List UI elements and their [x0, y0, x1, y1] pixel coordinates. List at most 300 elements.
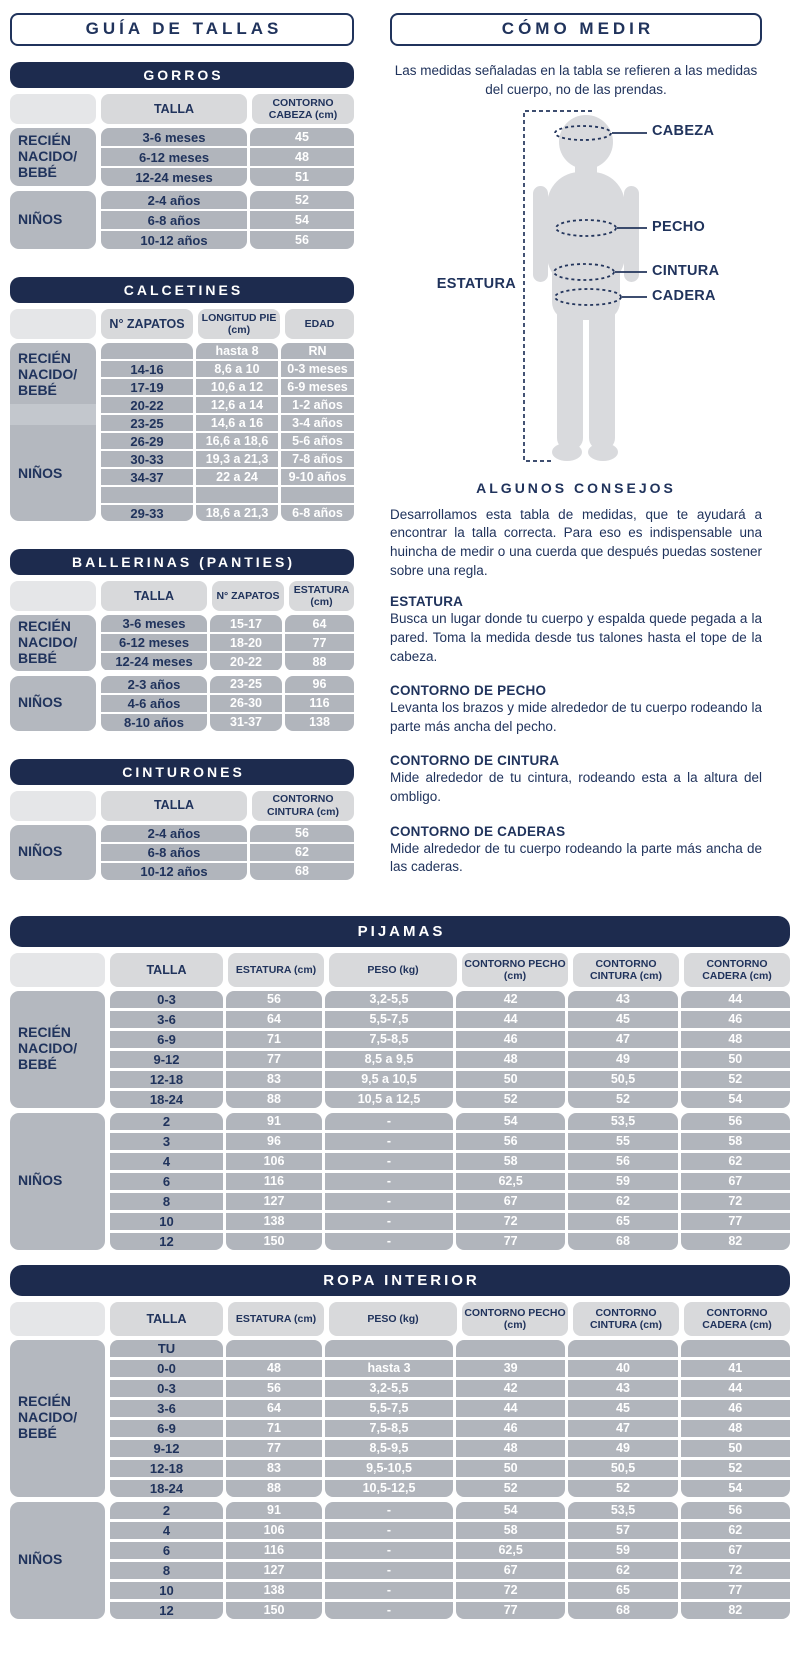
table-cell: 56: [681, 1113, 790, 1130]
table-cell: 72: [456, 1213, 565, 1230]
table-cell: 59: [568, 1173, 677, 1190]
table-cell: 59: [568, 1542, 677, 1559]
table-column: [226, 991, 322, 1108]
table-cell: 6: [110, 1173, 223, 1190]
table-cell: 77: [681, 1582, 790, 1599]
table-cell: 9,5-10,5: [325, 1460, 453, 1477]
table-header-row: [10, 1302, 790, 1336]
table-cell: 72: [681, 1193, 790, 1210]
tip-text: Levanta los brazos y mide alrededor de tu cuerpo rodeando la parte más ancha del pecho.: [390, 700, 762, 734]
column-header: PESO (kg): [329, 953, 457, 987]
table-cell: 12-18: [110, 1071, 223, 1088]
tip-text: Busca un lugar donde tu cuerpo y espalda quede pegada a la pared. Toma la medida desde tus talones hasta el tope de la cabeza.: [390, 611, 762, 664]
table-cell: 57: [568, 1522, 677, 1539]
cinturones-section: [10, 759, 354, 880]
table-cell: 54: [456, 1502, 565, 1519]
table-cell: -: [325, 1113, 453, 1130]
measure-intro-text: Las medidas señaladas en la tabla se refieren a las medidas del cuerpo, no de las prendas.: [394, 63, 758, 97]
table-cell: 56: [456, 1133, 565, 1150]
table-cell: 3: [110, 1133, 223, 1150]
table-cell: 52: [681, 1071, 790, 1088]
top-section: [10, 13, 790, 894]
table-cell: 6-8 años: [101, 211, 247, 229]
left-column: [10, 13, 354, 894]
table-column: [456, 1340, 565, 1497]
table-cell: 48: [456, 1051, 565, 1068]
table-cell: 12,6 a 14: [196, 397, 278, 413]
row-group-label: [10, 615, 96, 671]
table-cell: 58: [456, 1153, 565, 1170]
table-cell: 71: [226, 1031, 322, 1048]
table-cell: 0-0: [110, 1360, 223, 1377]
table-column: [281, 343, 354, 521]
table-cell: 56: [226, 991, 322, 1008]
table-cell: 7,5-8,5: [325, 1420, 453, 1437]
column-header: LONGITUD PIE (cm): [198, 309, 280, 339]
table-cell: 45: [568, 1011, 677, 1028]
table-cell: 62: [568, 1193, 677, 1210]
table-cell: 77: [226, 1051, 322, 1068]
table-column: [101, 128, 247, 186]
table-cell: 82: [681, 1233, 790, 1250]
table-cell: 65: [568, 1213, 677, 1230]
table-cell: 68: [568, 1233, 677, 1250]
row-group-label-text: RECIÉN NACIDO/ BEBÉ: [18, 350, 78, 398]
table-cell: 23-25: [101, 415, 193, 431]
table-cell: 42: [456, 991, 565, 1008]
table-cell: 44: [456, 1011, 565, 1028]
table-cell: 14-16: [101, 361, 193, 377]
table-cell: 77: [681, 1213, 790, 1230]
table-column: [101, 191, 247, 249]
cabeza-label: CABEZA: [652, 122, 715, 139]
corner-cell: [10, 953, 105, 987]
table-cell: 77: [456, 1602, 565, 1619]
table-group: [10, 191, 354, 249]
table-cell: 2-4 años: [101, 191, 247, 209]
table-cell: 56: [681, 1502, 790, 1519]
table-cell: 12-24 meses: [101, 168, 247, 186]
column-header: CONTORNO PECHO (cm): [462, 953, 568, 987]
column-header: TALLA: [101, 94, 247, 124]
table-cell: 65: [568, 1582, 677, 1599]
table-column: [681, 1113, 790, 1250]
table-columns: [110, 991, 790, 1108]
column-header: CONTORNO CINTURA (cm): [573, 1302, 679, 1336]
table-cell: 6-9: [110, 1420, 223, 1437]
table-cell: 14,6 a 16: [196, 415, 278, 431]
table-column: [226, 1113, 322, 1250]
table-cell: 23-25: [210, 676, 282, 693]
table-cell: 62: [681, 1522, 790, 1539]
table-cell: 62: [568, 1562, 677, 1579]
row-group-label-text: RECIÉN NACIDO/ BEBÉ: [18, 1024, 78, 1073]
table-cell: 47: [568, 1420, 677, 1437]
table-column: [456, 1502, 565, 1619]
table-cell: 29-33: [101, 505, 193, 521]
table-cell: 138: [226, 1213, 322, 1230]
table-column: [681, 991, 790, 1108]
table-column: [568, 991, 677, 1108]
table-group: [10, 343, 354, 521]
page-title: GUÍA DE TALLAS: [10, 13, 354, 46]
table-cell: 56: [568, 1153, 677, 1170]
table-cell: 10-12 años: [101, 863, 247, 880]
table-cell: 52: [568, 1480, 677, 1497]
row-group-label: [10, 1502, 105, 1619]
table-cell: 54: [456, 1113, 565, 1130]
table-cell: 6-12 meses: [101, 148, 247, 166]
ropa-interior-title-bar: ROPA INTERIOR: [10, 1265, 790, 1296]
table-cell: 20-22: [210, 653, 282, 670]
table-column: [110, 1340, 223, 1497]
table-cell: 44: [681, 1380, 790, 1397]
pijamas-section: [10, 916, 790, 1250]
table-cell: 18-24: [110, 1091, 223, 1108]
table-cell: 8: [110, 1562, 223, 1579]
table-cell: 48: [226, 1360, 322, 1377]
table-column: [325, 991, 453, 1108]
table-cell: 96: [226, 1133, 322, 1150]
column-header: CONTORNO CINTURA (cm): [252, 791, 354, 821]
table-cell: 9-12: [110, 1051, 223, 1068]
table-column: [210, 615, 282, 671]
row-group-label: [10, 191, 96, 249]
table-cell: 106: [226, 1153, 322, 1170]
table-cell: 48: [681, 1031, 790, 1048]
table-column: [101, 615, 207, 671]
ropa-interior-section: [10, 1265, 790, 1619]
table-cell: 71: [226, 1420, 322, 1437]
table-cell: 3-6: [110, 1011, 223, 1028]
table-cell: 26-30: [210, 695, 282, 712]
table-cell: 138: [226, 1582, 322, 1599]
ballerinas-table: [10, 581, 354, 731]
table-header-row: [10, 791, 354, 821]
table-column: [110, 991, 223, 1108]
table-cell: 46: [681, 1400, 790, 1417]
table-column: [456, 991, 565, 1108]
table-cell: 47: [568, 1031, 677, 1048]
table-cell: 46: [681, 1011, 790, 1028]
table-cell: 8,6 a 10: [196, 361, 278, 377]
table-cell: 52: [250, 191, 354, 209]
row-group-label: [10, 825, 96, 880]
table-cell: 88: [226, 1091, 322, 1108]
table-cell: 52: [456, 1480, 565, 1497]
column-header: TALLA: [110, 1302, 223, 1336]
estatura-label: ESTATURA: [436, 275, 516, 292]
table-columns: [110, 1340, 790, 1497]
table-cell: 16,6 a 18,6: [196, 433, 278, 449]
table-column: [681, 1502, 790, 1619]
table-columns: [101, 615, 354, 671]
table-cell: 77: [226, 1440, 322, 1457]
table-cell: [568, 1340, 677, 1357]
table-column: [568, 1502, 677, 1619]
table-cell: 83: [226, 1071, 322, 1088]
table-column: [456, 1113, 565, 1250]
gorros-section: [10, 62, 354, 249]
table-cell: -: [325, 1133, 453, 1150]
row-group-label-text: RECIÉN NACIDO/ BEBÉ: [18, 618, 78, 666]
table-cell: [101, 487, 193, 503]
table-cell: 51: [250, 168, 354, 186]
table-cell: 58: [456, 1522, 565, 1539]
table-cell: 0-3 meses: [281, 361, 354, 377]
table-column: [325, 1502, 453, 1619]
column-header: TALLA: [101, 791, 247, 821]
table-cell: 15-17: [210, 615, 282, 632]
table-group: [10, 1340, 790, 1497]
table-cell: 56: [250, 825, 354, 842]
tip-title: CONTORNO DE PECHO: [390, 683, 547, 699]
cintura-label: CINTURA: [652, 262, 720, 279]
table-cell: TU: [110, 1340, 223, 1357]
tip-title: CONTORNO DE CINTURA: [390, 753, 560, 769]
table-cell: -: [325, 1502, 453, 1519]
table-columns: [101, 191, 354, 249]
table-cell: 8,5-9,5: [325, 1440, 453, 1457]
table-cell: 44: [456, 1400, 565, 1417]
table-cell: 46: [456, 1420, 565, 1437]
table-cell: -: [325, 1153, 453, 1170]
table-cell: -: [325, 1602, 453, 1619]
corner-cell: [10, 581, 96, 611]
table-columns: [101, 676, 354, 731]
table-group: [10, 825, 354, 880]
table-cell: 12: [110, 1602, 223, 1619]
pecho-label: PECHO: [652, 218, 706, 235]
table-cell: 6-9 meses: [281, 379, 354, 395]
table-cell: 3-6 meses: [101, 615, 207, 632]
table-columns: [110, 1502, 790, 1619]
table-cell: 116: [226, 1542, 322, 1559]
table-column: [110, 1502, 223, 1619]
table-column: [250, 128, 354, 186]
table-cell: 9,5 a 10,5: [325, 1071, 453, 1088]
row-group-label-text: NIÑOS: [18, 694, 63, 711]
table-cell: 64: [226, 1011, 322, 1028]
table-cell: 50: [456, 1071, 565, 1088]
table-cell: 127: [226, 1193, 322, 1210]
calcetines-title-bar: CALCETINES: [10, 277, 354, 303]
table-column: [101, 825, 247, 880]
table-cell: 8,5 a 9,5: [325, 1051, 453, 1068]
table-cell: 52: [681, 1460, 790, 1477]
table-cell: 88: [285, 653, 354, 670]
row-group-label: [10, 1113, 105, 1250]
table-cell: 31-37: [210, 714, 282, 731]
table-cell: 64: [285, 615, 354, 632]
table-cell: 3-4 años: [281, 415, 354, 431]
table-cell: 8: [110, 1193, 223, 1210]
table-cell: 62,5: [456, 1173, 565, 1190]
table-cell: 30-33: [101, 451, 193, 467]
table-cell: -: [325, 1213, 453, 1230]
table-cell: 56: [226, 1380, 322, 1397]
table-cell: 48: [250, 148, 354, 166]
tip-estatura: [390, 594, 762, 666]
gorros-title-bar: GORROS: [10, 62, 354, 88]
table-cell: 62: [250, 844, 354, 861]
tip-text: Mide alrededor de tu cuerpo rodeando la parte más ancha de las caderas.: [390, 840, 762, 875]
table-cell: RN: [281, 343, 354, 359]
table-cell: 48: [681, 1420, 790, 1437]
table-cell: hasta 8: [196, 343, 278, 359]
cinturones-title-bar: CINTURONES: [10, 759, 354, 785]
table-cell: 54: [681, 1091, 790, 1108]
table-cell: 50: [456, 1460, 565, 1477]
table-cell: 52: [456, 1091, 565, 1108]
table-cell: 2-4 años: [101, 825, 247, 842]
table-cell: 150: [226, 1233, 322, 1250]
table-cell: 53,5: [568, 1502, 677, 1519]
cadera-label: CADERA: [652, 287, 716, 304]
table-columns: [110, 1113, 790, 1250]
row-group-label: [10, 991, 105, 1108]
table-cell: 0-3: [110, 991, 223, 1008]
column-header: TALLA: [101, 581, 207, 611]
table-cell: 41: [681, 1360, 790, 1377]
table-cell: 44: [681, 991, 790, 1008]
table-group: [10, 1502, 790, 1619]
row-group-label: [10, 128, 96, 186]
table-cell: 67: [456, 1193, 565, 1210]
table-cell: 3,2-5,5: [325, 991, 453, 1008]
table-cell: 10-12 años: [101, 231, 247, 249]
table-cell: -: [325, 1582, 453, 1599]
table-cell: 67: [681, 1173, 790, 1190]
ballerinas-title-bar: BALLERINAS (PANTIES): [10, 549, 354, 575]
table-cell: 82: [681, 1602, 790, 1619]
table-cell: 7,5-8,5: [325, 1031, 453, 1048]
table-column: [285, 615, 354, 671]
table-cell: 127: [226, 1562, 322, 1579]
table-cell: 83: [226, 1460, 322, 1477]
table-cell: 52: [568, 1091, 677, 1108]
table-cell: 6-8 años: [101, 844, 247, 861]
table-cell: 106: [226, 1522, 322, 1539]
table-cell: 150: [226, 1602, 322, 1619]
table-cell: 2: [110, 1113, 223, 1130]
table-cell: 91: [226, 1502, 322, 1519]
pijamas-title-bar: PIJAMAS: [10, 916, 790, 947]
table-cell: 9-10 años: [281, 469, 354, 485]
table-group: [10, 1113, 790, 1250]
table-cell: 18-24: [110, 1480, 223, 1497]
row-group-label: [10, 1340, 105, 1497]
table-columns: [101, 825, 354, 880]
table-cell: 62: [681, 1153, 790, 1170]
table-cell: 5,5-7,5: [325, 1011, 453, 1028]
right-column: [390, 13, 762, 894]
column-header: ESTATURA (cm): [228, 953, 324, 987]
table-cell: 56: [250, 231, 354, 249]
cinturones-table: [10, 791, 354, 880]
table-columns: [101, 343, 354, 521]
table-cell: [101, 343, 193, 359]
tip-title: ESTATURA: [390, 594, 464, 610]
row-group-label-text: NIÑOS: [18, 843, 63, 860]
table-cell: 50: [681, 1440, 790, 1457]
table-cell: 4: [110, 1522, 223, 1539]
table-cell: -: [325, 1233, 453, 1250]
tip-contorno-caderas: [390, 824, 762, 877]
table-cell: 68: [568, 1602, 677, 1619]
table-cell: 18-20: [210, 634, 282, 651]
table-cell: 39: [456, 1360, 565, 1377]
table-column: [325, 1340, 453, 1497]
table-column: [210, 676, 282, 731]
table-cell: 10: [110, 1213, 223, 1230]
tip-contorno-cintura: [390, 753, 762, 806]
row-group-label-text: RECIÉN NACIDO/ BEBÉ: [18, 132, 78, 180]
table-cell: 116: [285, 695, 354, 712]
column-header: CONTORNO CADERA (cm): [684, 953, 790, 987]
table-cell: 2-3 años: [101, 676, 207, 693]
table-cell: 2: [110, 1502, 223, 1519]
column-header: CONTORNO CINTURA (cm): [573, 953, 679, 987]
table-cell: 5-6 años: [281, 433, 354, 449]
ballerinas-section: [10, 549, 354, 731]
table-cell: -: [325, 1173, 453, 1190]
table-cell: -: [325, 1542, 453, 1559]
column-header: ESTATURA (cm): [228, 1302, 324, 1336]
column-header: EDAD: [285, 309, 354, 339]
table-cell: [456, 1340, 565, 1357]
tip-title: CONTORNO DE CADERAS: [390, 823, 566, 839]
table-cell: 48: [456, 1440, 565, 1457]
row-group-label-text: RECIÉN NACIDO/ BEBÉ: [18, 1393, 78, 1442]
table-cell: [226, 1340, 322, 1357]
column-header: N° ZAPATOS: [212, 581, 284, 611]
row-group-label-text: NIÑOS: [18, 1172, 63, 1189]
table-column: [568, 1340, 677, 1497]
table-cell: 8-10 años: [101, 714, 207, 731]
label-stripe: [10, 404, 96, 425]
table-cell: 18,6 a 21,3: [196, 505, 278, 521]
table-column: [250, 191, 354, 249]
table-header-row: [10, 953, 790, 987]
table-column: [250, 825, 354, 880]
pijamas-table: [10, 953, 790, 1250]
table-cell: 10,6 a 12: [196, 379, 278, 395]
table-cell: 96: [285, 676, 354, 693]
gorros-table: [10, 94, 354, 249]
consejos-intro: Desarrollamos esta tabla de medidas, que te ayudará a encontrar la talla correcta. Para eso es indispensable una huincha de medir o una cuerda que después puedas sostener sobre una regla.: [390, 506, 762, 578]
table-cell: 45: [568, 1400, 677, 1417]
table-cell: 17-19: [101, 379, 193, 395]
table-cell: 54: [681, 1480, 790, 1497]
table-cell: 67: [681, 1542, 790, 1559]
table-column: [110, 1113, 223, 1250]
table-cell: 26-29: [101, 433, 193, 449]
table-cell: [681, 1340, 790, 1357]
corner-cell: [10, 791, 96, 821]
table-cell: 5,5-7,5: [325, 1400, 453, 1417]
table-cell: 3,2-5,5: [325, 1380, 453, 1397]
table-cell: 49: [568, 1051, 677, 1068]
table-cell: 116: [226, 1173, 322, 1190]
table-cell: [196, 487, 278, 503]
table-cell: 72: [681, 1562, 790, 1579]
calcetines-section: [10, 277, 354, 521]
table-cell: 91: [226, 1113, 322, 1130]
table-cell: 7-8 años: [281, 451, 354, 467]
table-group: [10, 991, 790, 1108]
row-group-label-text: NIÑOS: [18, 1551, 63, 1568]
